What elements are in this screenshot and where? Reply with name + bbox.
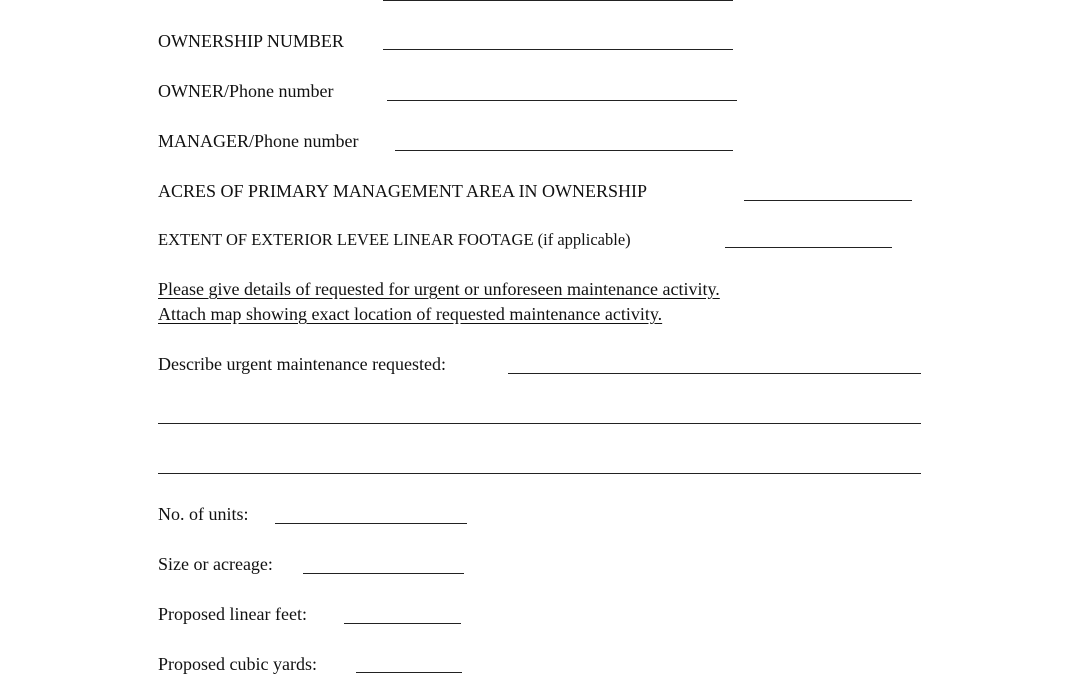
units-field[interactable] [275,523,467,524]
instructions-line-1: Please give details of requested for urgent or unforeseen maintenance activity. [158,279,720,299]
levee-footage-field[interactable] [725,247,892,248]
instructions-line-2: Attach map showing exact location of requested maintenance activity. [158,304,663,324]
linear-feet-label: Proposed linear feet: [158,604,307,624]
levee-footage-label: EXTENT OF EXTERIOR LEVEE LINEAR FOOTAGE (if applicable) [158,230,631,249]
describe-maintenance-label: Describe urgent maintenance requested: [158,354,447,374]
describe-maintenance-line-2[interactable] [158,423,921,424]
manager-phone-field[interactable] [395,150,733,151]
describe-maintenance-line-3[interactable] [158,473,921,474]
units-label: No. of units: [158,504,249,524]
cubic-yards-label: Proposed cubic yards: [158,654,317,674]
acres-field[interactable] [744,200,912,201]
top-field-line[interactable] [383,0,733,1]
owner-phone-label: OWNER/Phone number [158,81,334,101]
size-acreage-field[interactable] [303,573,464,574]
describe-maintenance-field[interactable] [508,373,921,374]
linear-feet-field[interactable] [344,623,461,624]
cubic-yards-field[interactable] [356,672,462,673]
ownership-number-label: OWNERSHIP NUMBER [158,31,344,51]
owner-phone-field[interactable] [387,100,737,101]
manager-phone-label: MANAGER/Phone number [158,131,359,151]
ownership-number-field[interactable] [383,49,733,50]
acres-label: ACRES OF PRIMARY MANAGEMENT AREA IN OWNERSHIP [158,181,648,201]
size-acreage-label: Size or acreage: [158,554,273,574]
